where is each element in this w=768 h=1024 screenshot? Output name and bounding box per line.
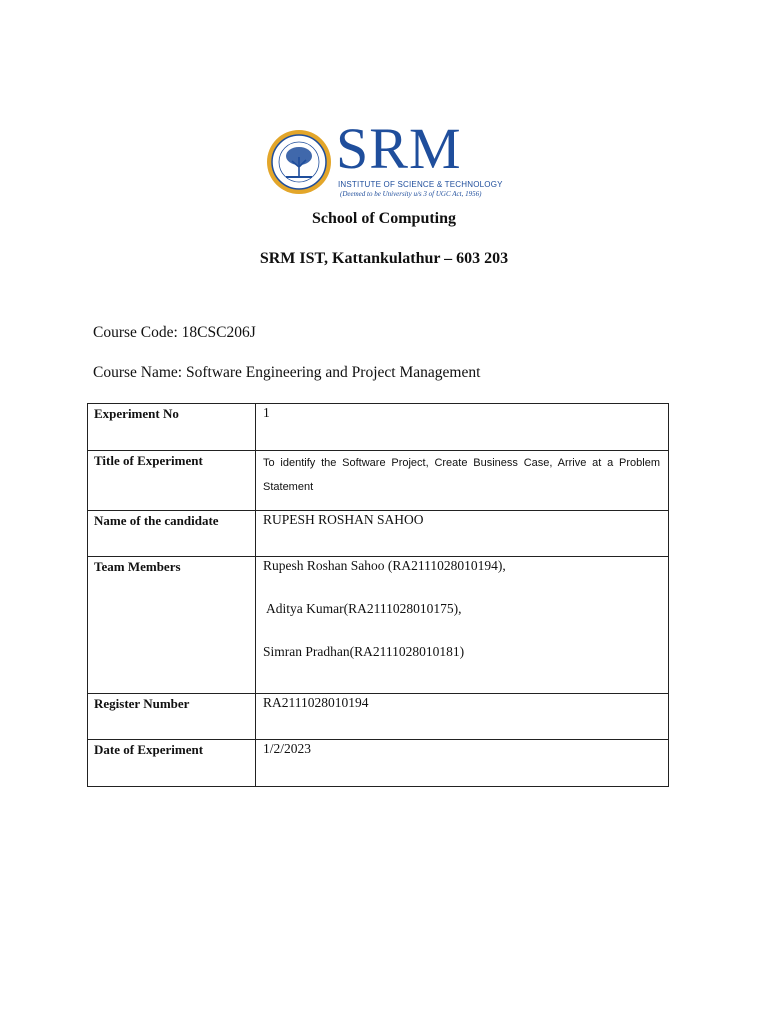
logo-tagline: (Deemed to be University u/s 3 of UGC Act, 1956) xyxy=(340,190,482,198)
table-row xyxy=(88,694,669,740)
campus-title: SRM IST, Kattankulathur – 603 203 xyxy=(259,250,509,267)
university-seal-icon xyxy=(266,129,332,195)
team-member: Simran Pradhan(RA2111028010181) xyxy=(263,644,465,659)
logo-subtitle: INSTITUTE OF SCIENCE & TECHNOLOGY xyxy=(338,180,503,189)
course-name: Course Name: Software Engineering and Project Management xyxy=(93,364,481,381)
row-value: 1 xyxy=(256,404,669,451)
experiment-details-table xyxy=(87,403,669,787)
srm-logo xyxy=(266,116,503,202)
table-row xyxy=(88,557,669,694)
team-members-cell xyxy=(256,557,669,694)
team-member: Rupesh Roshan Sahoo (RA2111028010194), xyxy=(263,558,506,573)
row-label: Title of Experiment xyxy=(88,451,256,511)
row-value-cell xyxy=(256,451,669,511)
row-value: RUPESH ROSHAN SAHOO xyxy=(256,511,669,557)
school-title: School of Computing xyxy=(311,210,457,227)
row-label: Team Members xyxy=(88,557,256,694)
logo-wordmark: SRM xyxy=(336,116,462,181)
experiment-title-text: To identify the Software Project, Create Business Case, Arrive at a Problem Statement xyxy=(263,457,660,493)
course-code: Course Code: 18CSC206J xyxy=(93,324,256,341)
table-row xyxy=(88,511,669,557)
table-row xyxy=(88,404,669,451)
table-row xyxy=(88,451,669,511)
table-row xyxy=(88,740,669,787)
row-value: RA2111028010194 xyxy=(256,694,669,740)
row-label: Date of Experiment xyxy=(88,740,256,787)
row-label: Experiment No xyxy=(88,404,256,451)
team-member: Aditya Kumar(RA2111028010175), xyxy=(266,601,462,616)
row-value: 1/2/2023 xyxy=(256,740,669,787)
row-label: Register Number xyxy=(88,694,256,740)
row-label: Name of the candidate xyxy=(88,511,256,557)
